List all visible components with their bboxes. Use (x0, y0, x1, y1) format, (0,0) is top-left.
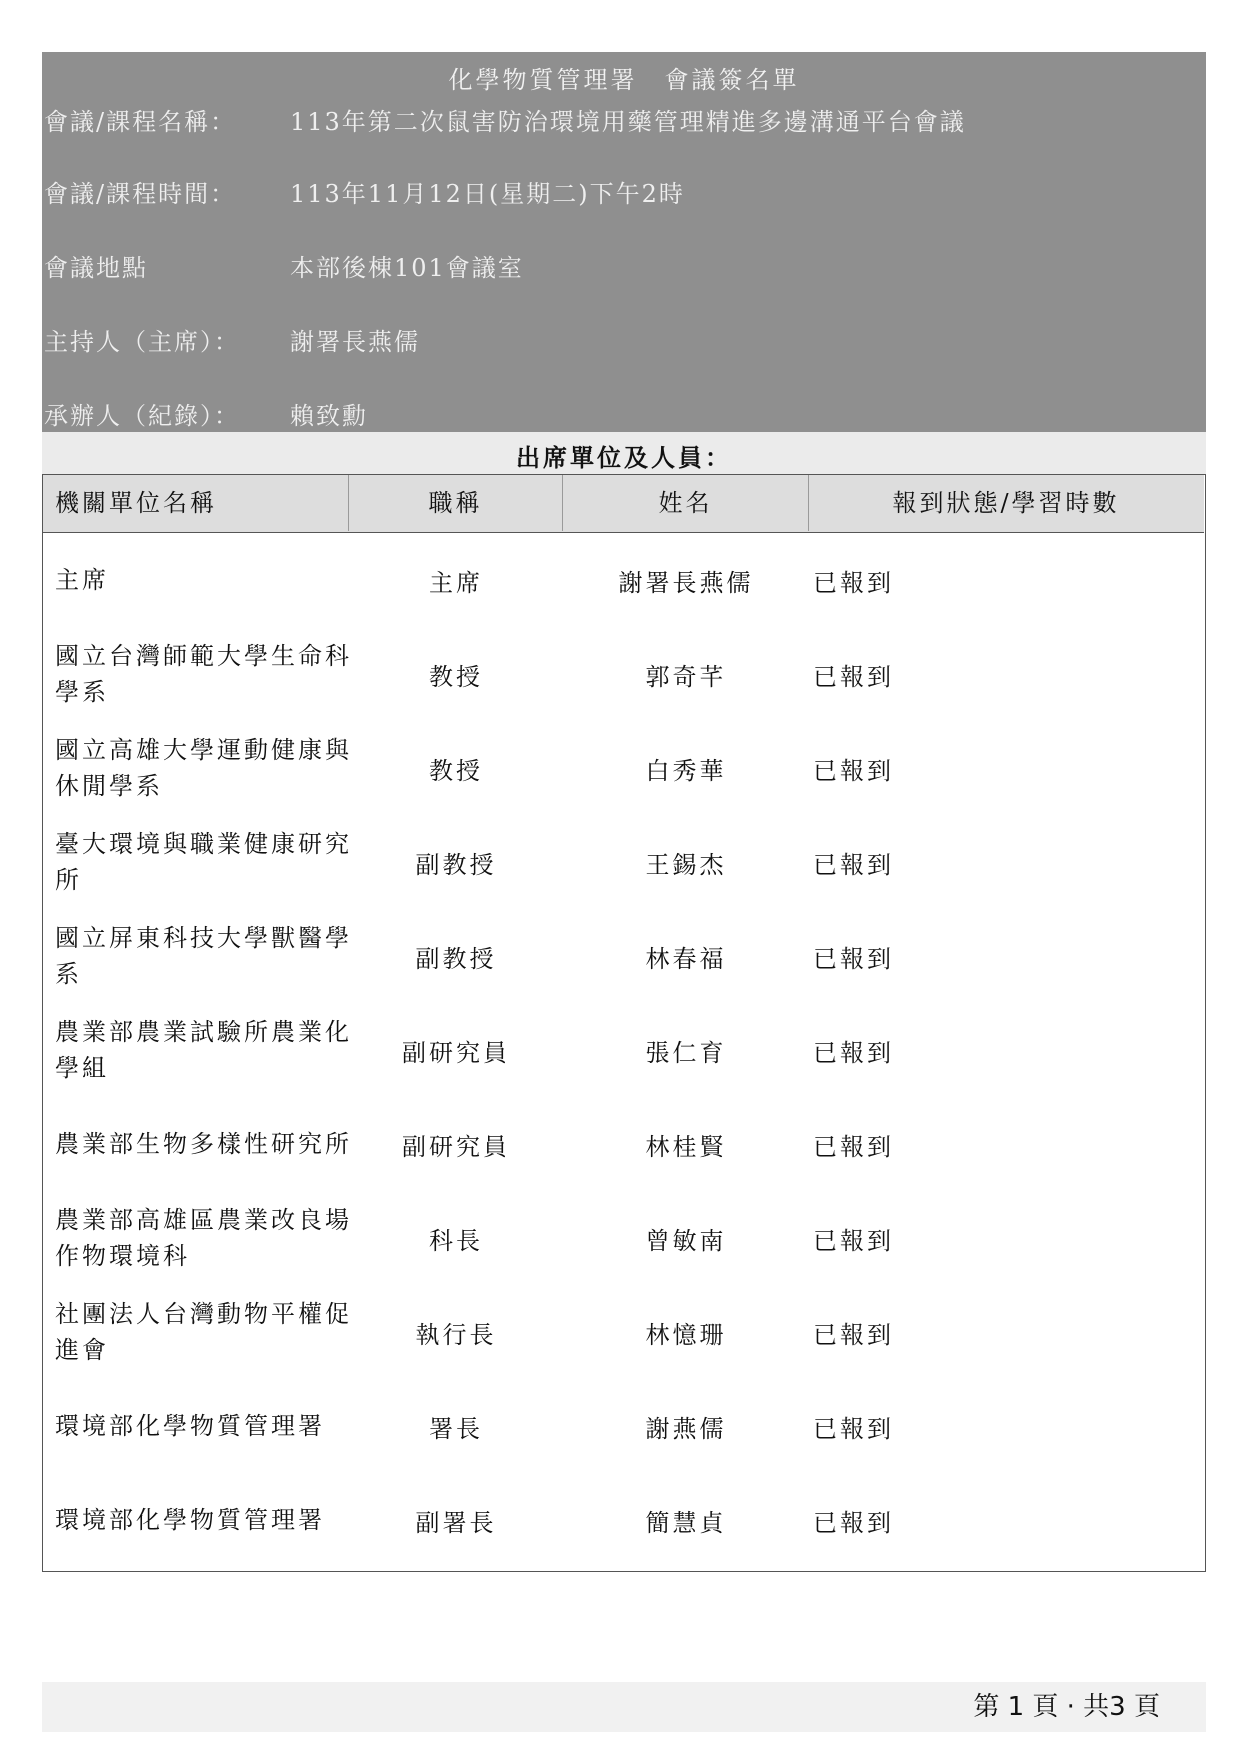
name-cell: 林春福 (645, 944, 727, 973)
chairperson-label: 主持人（主席）： (44, 328, 240, 356)
name-cell: 林桂賢 (645, 1132, 727, 1161)
organization-cell: 農業部高雄區農業改良場作物環境科 (55, 1206, 352, 1270)
table-row (43, 909, 1204, 1003)
meeting-name-label: 會議/課程名稱： (44, 108, 237, 136)
attendance-heading: 出席單位及人員： (516, 443, 732, 472)
meeting-name-row (42, 102, 1206, 142)
name-cell: 張仁育 (645, 1038, 727, 1067)
job-title-cell: 執行長 (415, 1320, 497, 1349)
job-title-cell: 副教授 (415, 944, 497, 973)
status-cell: 已報到 (813, 568, 894, 597)
organization-cell: 農業部生物多樣性研究所 (55, 1130, 352, 1158)
column-header-job-title: 職稱 (349, 475, 563, 531)
job-title-cell: 副署長 (415, 1508, 497, 1537)
table-row (43, 1473, 1204, 1567)
job-title-cell: 副研究員 (402, 1132, 510, 1161)
recorder-value: 賴致勳 (290, 402, 368, 430)
status-cell: 已報到 (813, 662, 894, 691)
attendance-table (42, 474, 1206, 1572)
organization-cell: 社團法人台灣動物平權促進會 (55, 1300, 352, 1364)
document-title: 化學物質管理署 會議簽名單 (448, 66, 800, 94)
table-row (43, 627, 1204, 721)
column-header-status: 報到狀態/學習時數 (892, 489, 1120, 517)
status-cell: 已報到 (813, 1508, 894, 1537)
job-title-cell: 教授 (429, 756, 483, 785)
organization-cell: 國立高雄大學運動健康與休閒學系 (55, 736, 352, 800)
meeting-info-header (42, 52, 1206, 432)
name-cell: 謝燕儒 (645, 1414, 727, 1443)
status-cell: 已報到 (813, 1038, 894, 1067)
meeting-time-value: 113年11月12日(星期二)下午2時 (290, 180, 685, 208)
table-row (43, 815, 1204, 909)
table-row (43, 721, 1204, 815)
organization-cell: 國立台灣師範大學生命科學系 (55, 642, 352, 706)
organization-cell: 臺大環境與職業健康研究所 (55, 830, 352, 894)
status-cell: 已報到 (813, 756, 894, 785)
job-title-cell: 科長 (429, 1226, 483, 1255)
name-cell: 林憶珊 (645, 1320, 727, 1349)
meeting-location-label: 會議地點 (44, 254, 148, 282)
table-row (43, 1285, 1204, 1379)
page-number: 第 1 頁 · 共3 頁 (973, 1692, 1160, 1722)
chairperson-row (42, 322, 1206, 362)
status-cell: 已報到 (813, 1320, 894, 1349)
table-row (43, 1379, 1204, 1473)
table-row (43, 1003, 1204, 1097)
organization-cell: 農業部農業試驗所農業化學組 (55, 1018, 352, 1082)
job-title-cell: 主席 (429, 568, 483, 597)
job-title-cell: 教授 (429, 662, 483, 691)
meeting-location-value: 本部後棟101會議室 (290, 254, 524, 282)
name-cell: 曾敏南 (645, 1226, 727, 1255)
name-cell: 簡慧貞 (645, 1508, 727, 1537)
meeting-location-row (42, 248, 1206, 288)
column-header-organization: 機關單位名稱 (43, 475, 349, 531)
status-cell: 已報到 (813, 1132, 894, 1161)
meeting-time-row (42, 174, 1206, 214)
name-cell: 謝署長燕儒 (618, 568, 754, 597)
table-header (43, 475, 1204, 533)
organization-cell: 國立屏東科技大學獸醫學系 (55, 924, 352, 988)
chairperson-value: 謝署長燕儒 (290, 328, 420, 356)
name-cell: 白秀華 (645, 756, 727, 785)
table-row (43, 533, 1204, 627)
name-cell: 郭奇芊 (645, 662, 727, 691)
recorder-row (42, 396, 1206, 436)
table-row (43, 1097, 1204, 1191)
table-row (43, 1191, 1204, 1285)
job-title-cell: 副教授 (415, 850, 497, 879)
job-title-cell: 副研究員 (402, 1038, 510, 1067)
organization-cell: 環境部化學物質管理署 (55, 1412, 325, 1440)
organization-cell: 主席 (55, 566, 109, 594)
status-cell: 已報到 (813, 1414, 894, 1443)
meeting-name-value: 113年第二次鼠害防治環境用藥管理精進多邊溝通平台會議 (290, 108, 966, 136)
recorder-label: 承辦人（紀錄）： (44, 402, 240, 430)
name-cell: 王錫杰 (645, 850, 727, 879)
status-cell: 已報到 (813, 944, 894, 973)
status-cell: 已報到 (813, 1226, 894, 1255)
meeting-time-label: 會議/課程時間： (44, 180, 237, 208)
column-header-name: 姓名 (563, 475, 809, 531)
status-cell: 已報到 (813, 850, 894, 879)
job-title-cell: 署長 (429, 1414, 483, 1443)
organization-cell: 環境部化學物質管理署 (55, 1506, 325, 1534)
attendance-heading-strip (42, 432, 1206, 474)
